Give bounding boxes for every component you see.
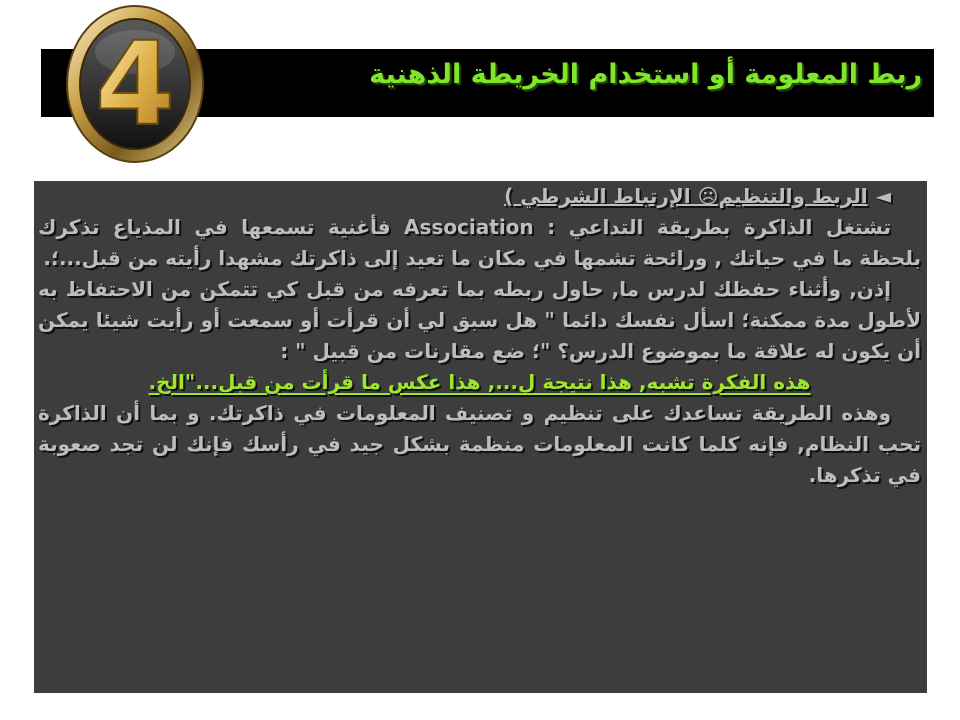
association-term: Association [404, 215, 534, 239]
paragraph-association-rest: فأغنية تسمعها في المذياع تذكرك بلحظة ما في حياتك , ورائحة تشمها في مكان ما تعيد إلى ذاكرتك مشهدا رأيته من قبل...؛. [38, 215, 921, 270]
section-heading [38, 181, 921, 212]
heading-text: الربط والتنظيم☹ الإرتباط الشرطي ) [504, 184, 868, 208]
highlight-examples: هذه الفكرة تشبه, هذا نتيجة ل..., هذا عكس ما قرأت من قبل..."الخ. [148, 370, 811, 394]
paragraph-organization: وهذه الطريقة تساعدك على تنظيم و تصنيف المعلومات في ذاكرتك. و بما أن الذاكرة تحب النظام, فإنه كلما كانت المعلومات منظمة بشكل جيد في رأسك فإنك لن تجد صعوبة في تذكرها. [38, 401, 921, 487]
number-badge [60, 2, 210, 167]
paragraph-association-start: تشتغل الذاكرة بطريقة التداعي : [547, 215, 892, 239]
arrow-icon: ◄ [875, 184, 891, 208]
paragraph-linking: إذن, وأثناء حفظك لدرس ما, حاول ربطه بما تعرفه من قبل كي تتمكن من الاحتفاظ به لأطول مدة ممكنة؛ اسأل نفسك دائما " هل سبق لي أن قرأت أو سمعت أو رأيت شيئا يمكن أن يكون له علاقة ما بموضوع الدرس؟ "؛ ضع مقارنات من قبيل " : [38, 277, 921, 363]
content-text [34, 181, 927, 491]
paragraph-association [38, 212, 921, 274]
badge-number: 4 [94, 18, 176, 152]
slide-title: ربط المعلومة أو استخدام الخريطة الذهنية [369, 59, 922, 90]
